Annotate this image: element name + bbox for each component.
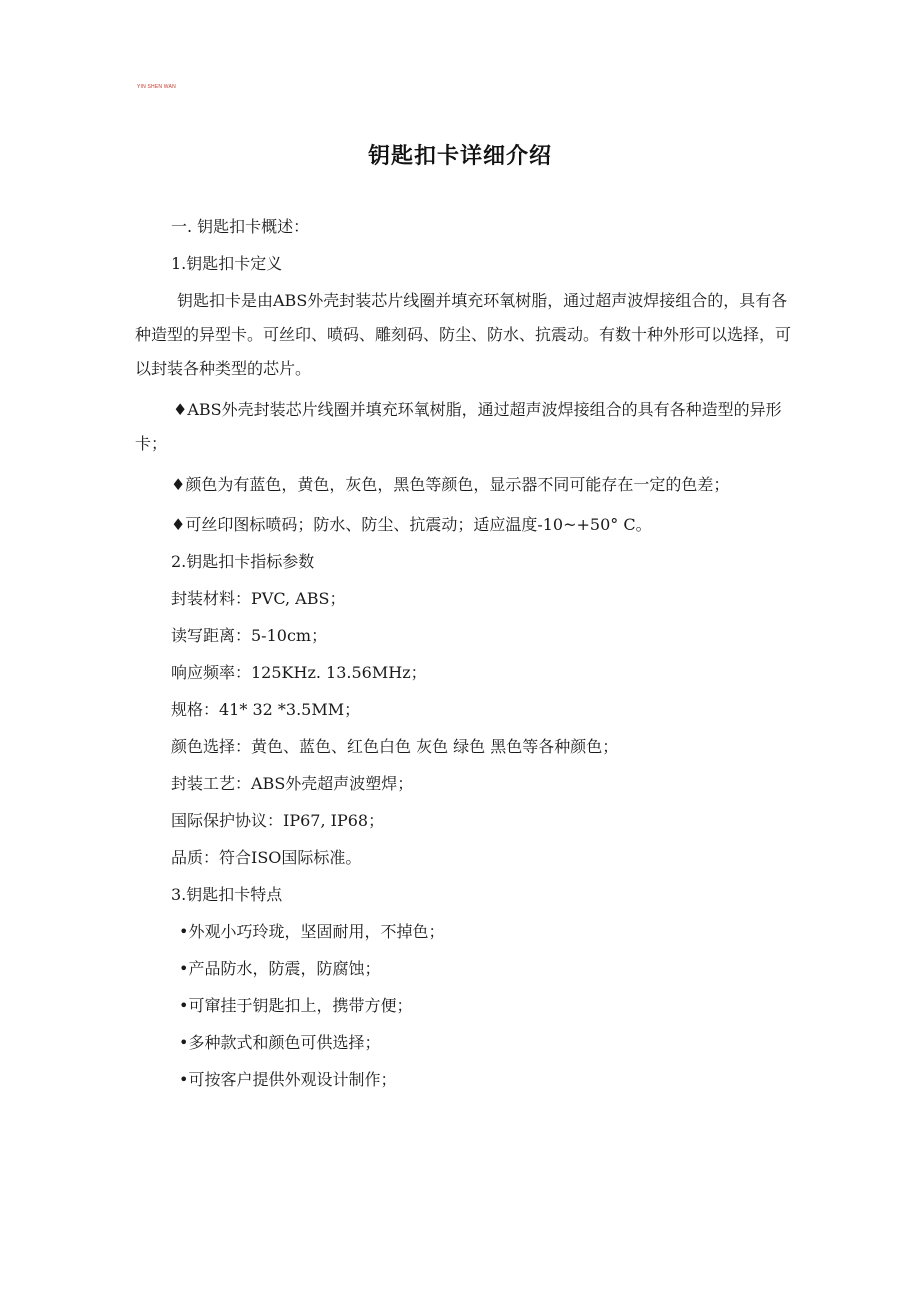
param-material: 封装材料：PVC, ABS； xyxy=(171,589,346,608)
section-2-heading: 2.钥匙扣卡指标参数 xyxy=(171,552,315,571)
param-size: 规格：41* 32 *3.5MM； xyxy=(171,700,361,719)
feature-item: •产品防水，防震，防腐蚀； xyxy=(179,959,381,978)
definition-paragraph: 钥匙扣卡是由ABS外壳封装芯片线圈并填充环氧树脂，通过超声波焊接组合的，具有各种造型的异型卡。可丝印、喷码、雕刻码、防尘、防水、抗震动。有数十种外形可以选择，可以封装各种类型的芯片。 xyxy=(135,291,792,378)
feature-item: •可按客户提供外观设计制作； xyxy=(179,1070,397,1089)
feature-item: •外观小巧玲珑，坚固耐用，不掉色； xyxy=(179,922,445,941)
section-3-heading: 3.钥匙扣卡特点 xyxy=(171,885,283,904)
param-frequency: 响应频率：125KHz. 13.56MHz； xyxy=(171,663,427,682)
header-mark: YIN SHEN WAN xyxy=(137,84,176,90)
param-color: 颜色选择：黄色、蓝色、红色白色 灰色 绿色 黑色等各种颜色； xyxy=(171,737,619,756)
bullet-abs-shell: ♦ABS外壳封装芯片线圈并填充环氧树脂，通过超声波焊接组合的具有各种造型的异形卡； xyxy=(135,400,782,453)
feature-item: •可窜挂于钥匙扣上，携带方便； xyxy=(179,996,413,1015)
document-body xyxy=(135,214,795,1104)
section-1-heading: 一. 钥匙扣卡概述： xyxy=(171,217,310,236)
feature-item: •多种款式和颜色可供选择； xyxy=(179,1033,381,1052)
param-quality: 品质：符合ISO国际标准。 xyxy=(171,848,362,867)
bullet-printing: ♦可丝印图标喷码；防水、防尘、抗震动；适应温度-10~+50° C。 xyxy=(171,515,652,534)
param-read-distance: 读写距离：5-10cm； xyxy=(171,626,328,645)
definition-heading: 1.钥匙扣卡定义 xyxy=(171,254,283,273)
bullet-colors: ♦颜色为有蓝色，黄色，灰色，黑色等颜色，显示器不同可能存在一定的色差； xyxy=(171,475,730,494)
document-title: 钥匙扣卡详细介绍 xyxy=(367,144,552,169)
param-protection: 国际保护协议：IP67, IP68； xyxy=(171,811,385,830)
param-process: 封装工艺：ABS外壳超声波塑焊； xyxy=(171,774,414,793)
